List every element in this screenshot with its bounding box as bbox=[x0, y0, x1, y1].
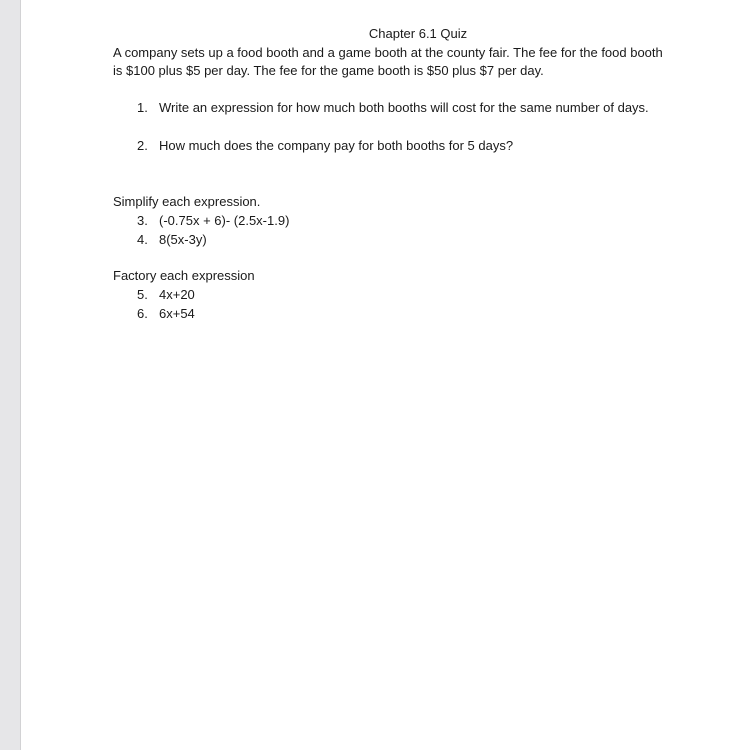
document-page bbox=[20, 0, 750, 750]
question-text: 8(5x-3y) bbox=[159, 231, 207, 247]
question-6 bbox=[113, 305, 723, 324]
question-1 bbox=[113, 99, 723, 117]
question-number: 6. bbox=[137, 305, 148, 321]
simplify-heading: Simplify each expression. bbox=[113, 194, 261, 209]
question-number: 2. bbox=[137, 138, 148, 153]
factor-heading: Factory each expression bbox=[113, 268, 255, 283]
page-title: Chapter 6.1 Quiz bbox=[368, 26, 468, 41]
question-number: 1. bbox=[137, 100, 148, 115]
question-number: 5. bbox=[137, 287, 148, 302]
document-content bbox=[113, 25, 723, 323]
question-2 bbox=[113, 137, 723, 155]
question-text: (-0.75x + 6)- (2.5x-1.9) bbox=[159, 213, 290, 228]
question-4 bbox=[113, 231, 723, 250]
question-3 bbox=[113, 212, 723, 231]
intro-line: is $100 plus $5 per day. The fee for the game booth is $50 plus $7 per day. bbox=[113, 63, 544, 78]
intro-line: A company sets up a food booth and a game booth at the county fair. The fee for the food booth bbox=[113, 45, 663, 60]
intro-paragraph bbox=[113, 44, 723, 80]
question-number: 3. bbox=[137, 213, 148, 228]
question-text: How much does the company pay for both booths for 5 days? bbox=[159, 138, 514, 153]
question-number: 4. bbox=[137, 231, 148, 247]
factor-list bbox=[113, 286, 723, 323]
question-text: Write an expression for how much both booths will cost for the same number of days. bbox=[159, 100, 649, 115]
simplify-list bbox=[113, 212, 723, 249]
question-text: 4x+20 bbox=[159, 287, 195, 302]
question-5 bbox=[113, 286, 723, 305]
question-text: 6x+54 bbox=[159, 305, 195, 321]
word-problem-list bbox=[113, 99, 723, 155]
